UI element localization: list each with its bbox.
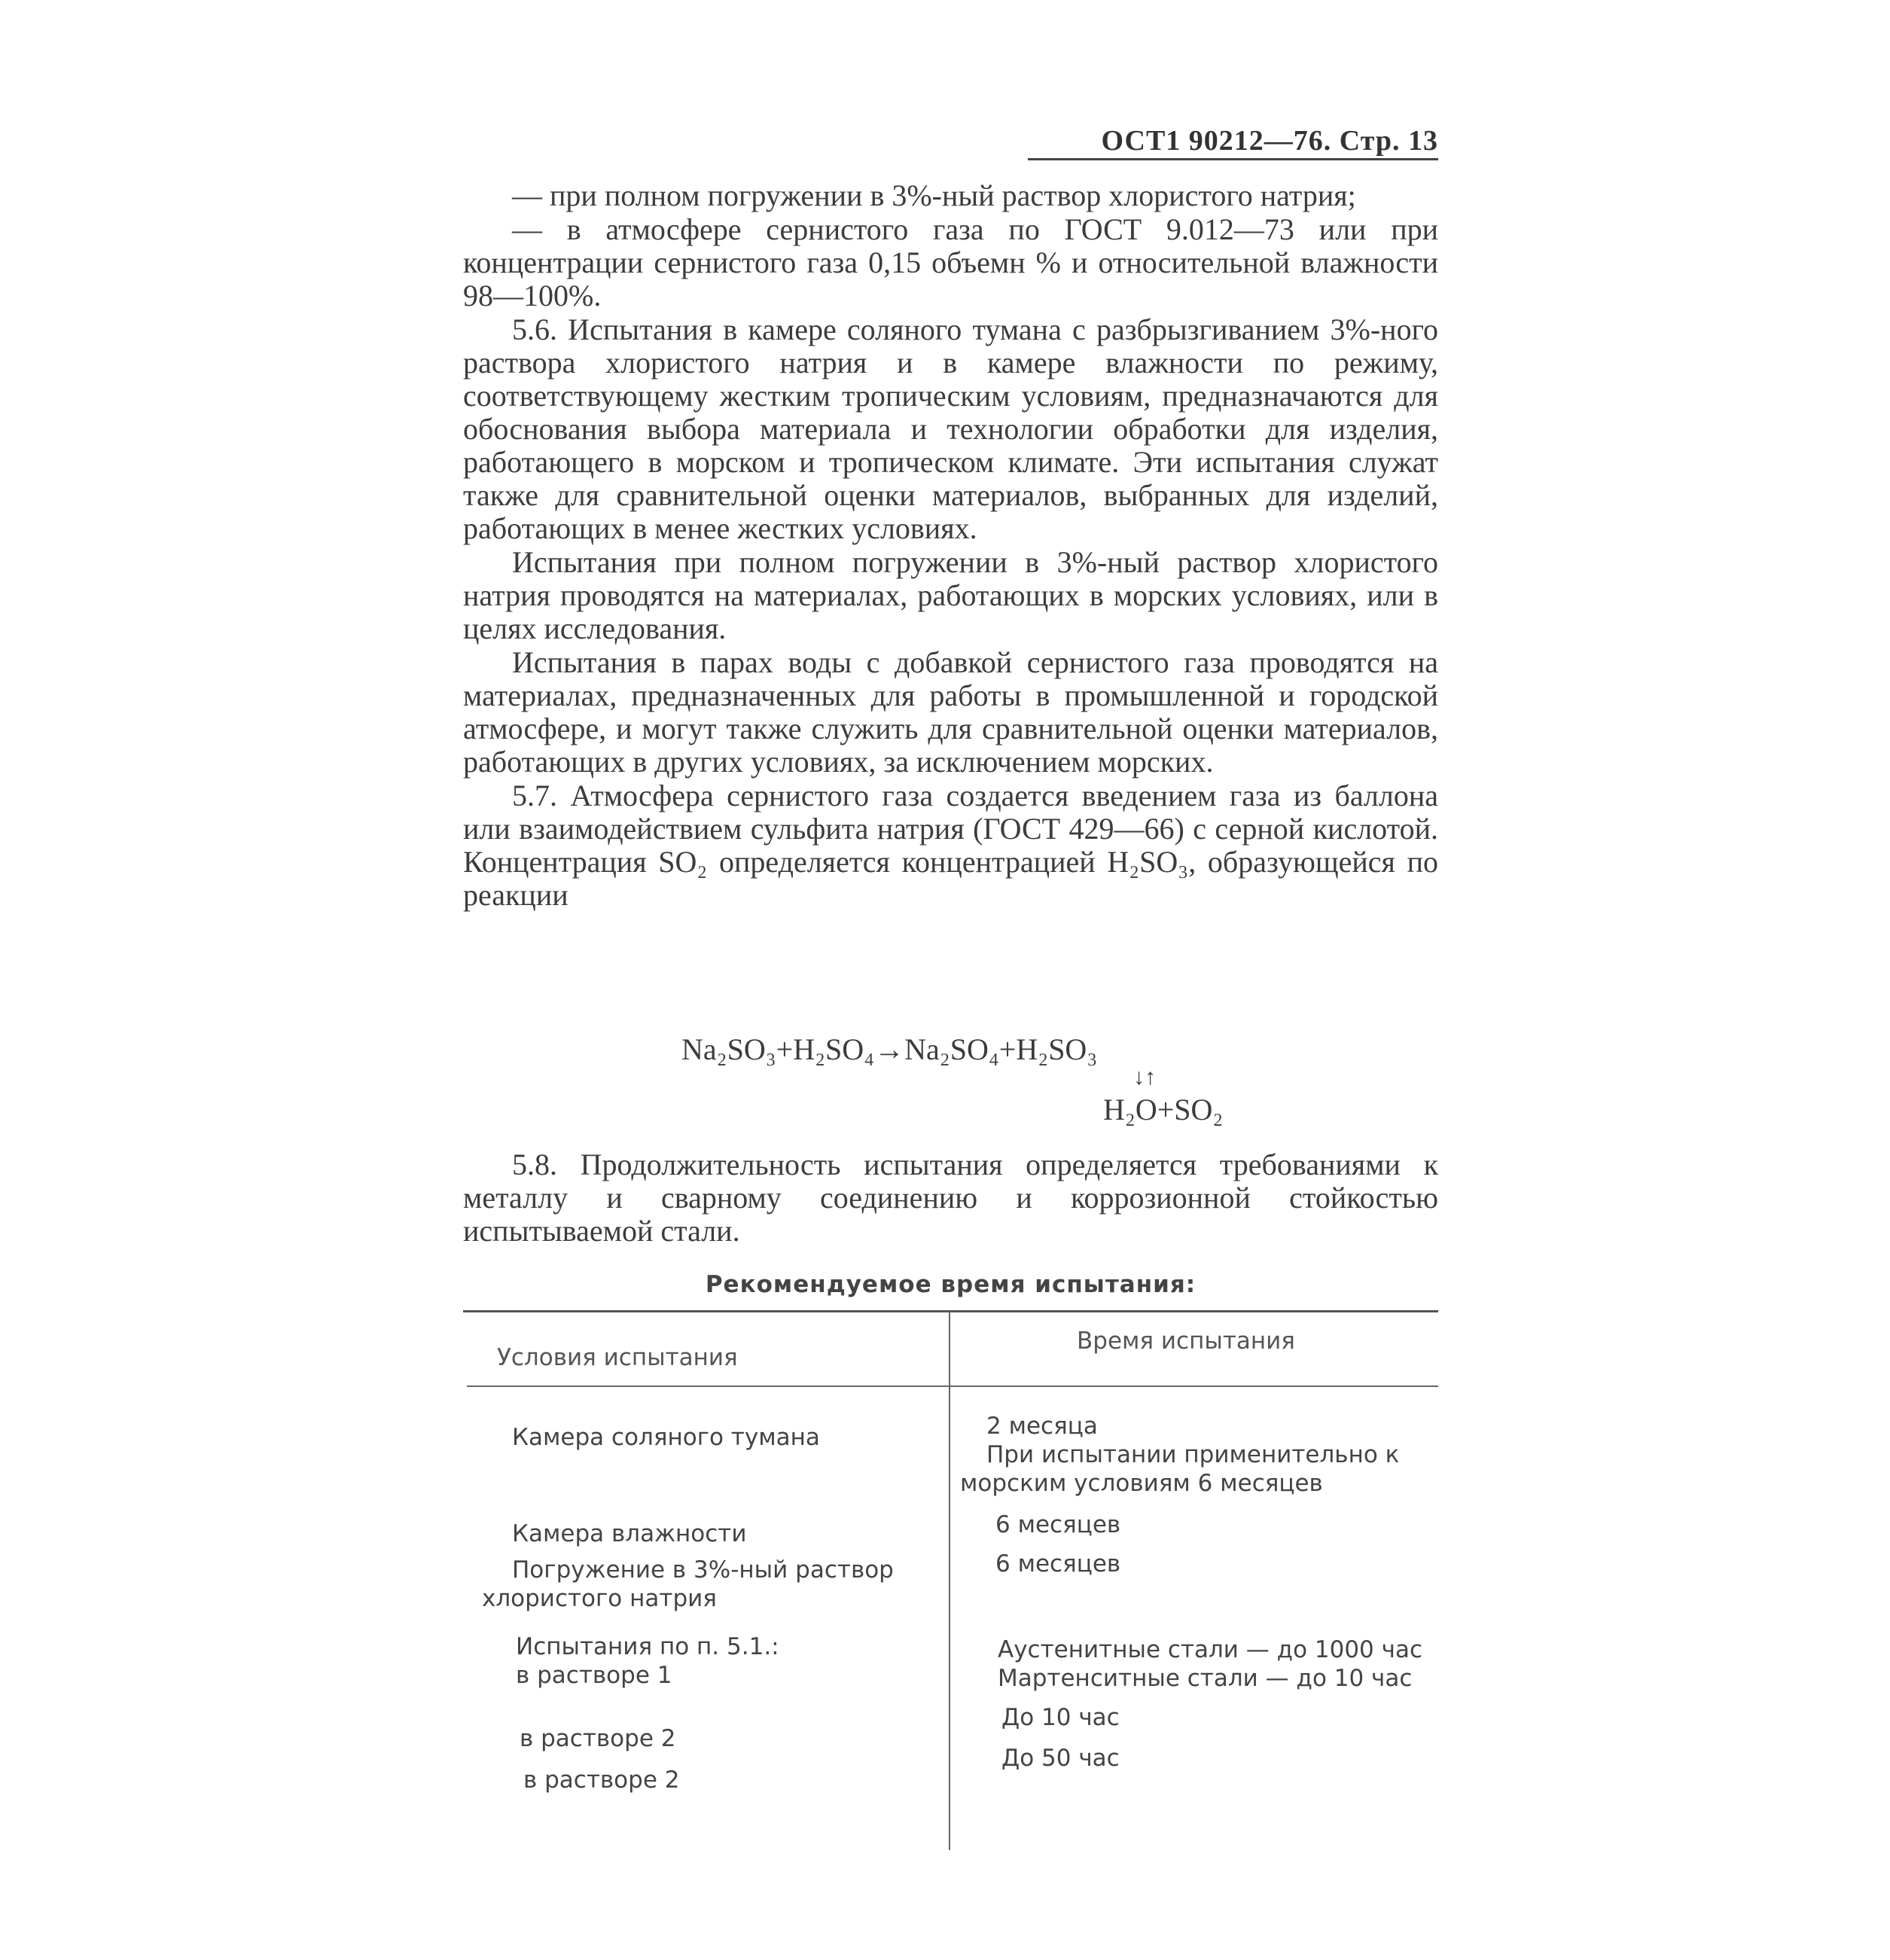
paragraph: — в атмосфере сернистого газа по ГОСТ 9.012—73 или при концентрации сернистого газа 0,15 объемн % и относительной влажности 98—100%. xyxy=(463,212,1438,312)
table-cell-time xyxy=(998,1635,1422,1693)
table-cell-time: До 50 час xyxy=(1001,1745,1120,1772)
equilibrium-arrows: ↓↑ xyxy=(1133,1065,1156,1090)
time-line: При испытании применительно к xyxy=(986,1441,1400,1468)
column-header-time: Время испытания xyxy=(1077,1327,1295,1355)
table-cell-condition: Камера соляного тумана xyxy=(512,1424,820,1451)
header-underline xyxy=(1028,158,1438,160)
paragraph: 5.6. Испытания в камере соляного тумана с разбрызгиванием 3%-ного раствора хлористого натрия и в камере влажности по режиму, соответствующему жестким тропическим условиям, предназначаются для обоснования выбора материала и технологии обработки для изделия, работающего в морском и тропическом климате. Эти испытания служат также для сравнительной оценки материалов, выбранных для изделий, работающих в менее жестких условиях. xyxy=(463,312,1438,545)
body-text xyxy=(463,179,1438,913)
condition-line: хлористого натрия xyxy=(482,1585,717,1612)
table-title: Рекомендуемое время испытания: xyxy=(705,1271,1196,1298)
table-cell-condition xyxy=(516,1632,779,1690)
table-cell-condition xyxy=(482,1556,894,1613)
table-cell-condition: в растворе 2 xyxy=(520,1725,676,1752)
time-line: Мартенситные стали — до 10 час xyxy=(998,1665,1413,1692)
table-column-divider xyxy=(949,1312,950,1850)
table-top-rule xyxy=(463,1310,1438,1312)
time-line: Аустенитные стали — до 1000 час xyxy=(998,1636,1422,1663)
paragraph: — при полном погружении в 3%-ный раствор хлористого натрия; xyxy=(512,178,1356,212)
condition-line: Погружение в 3%-ный раствор xyxy=(512,1556,894,1584)
table-cell-time xyxy=(960,1412,1400,1498)
reaction-line-1: Na₂SO₃+H₂SO₄→Na₂SO₄+H₂SO₃ xyxy=(681,1032,1098,1066)
body-text-58 xyxy=(463,1148,1438,1248)
chemical-reaction xyxy=(681,1032,1254,1145)
reaction-line-2: H₂O+SO₂ xyxy=(1103,1093,1224,1126)
time-line: 2 месяца xyxy=(986,1413,1098,1440)
table-header-rule xyxy=(467,1385,1438,1387)
table-cell-time: 6 месяцев xyxy=(995,1550,1121,1577)
condition-line: в растворе 1 xyxy=(516,1662,672,1689)
table-cell-time: 6 месяцев xyxy=(995,1511,1121,1538)
condition-line: Испытания по п. 5.1.: xyxy=(516,1633,779,1660)
table-cell-condition: в растворе 2 xyxy=(523,1766,680,1794)
table-cell-condition: Камера влажности xyxy=(512,1520,747,1547)
page-header: ОСТ1 90212—76. Стр. 13 xyxy=(1101,125,1438,157)
paragraph: Испытания при полном погружении в 3%-ный раствор хлористого натрия проводятся на материалах, работающих в морских условиях, или в целях исследования. xyxy=(463,545,1438,645)
column-header-conditions: Условия испытания xyxy=(497,1344,738,1371)
time-line: морским условиям 6 месяцев xyxy=(960,1470,1323,1497)
paragraph: 5.7. Атмосфера сернистого газа создается введением газа из баллона или взаимодействием сульфита натрия (ГОСТ 429—66) с серной кислотой. Концентрация SO₂ определяется концентрацией H₂SO₃, образующейся по реакции xyxy=(463,779,1438,912)
paragraph: Испытания в парах воды с добавкой сернистого газа проводятся на материалах, предназначенных для работы в промышленной и городской атмосфере, и могут также служить для сравнительной оценки материалов, работающих в других условиях, за исключением морских. xyxy=(463,645,1438,779)
paragraph: 5.8. Продолжительность испытания определяется требованиями к металлу и сварному соединению и коррозионной стойкостью испытываемой стали. xyxy=(463,1148,1438,1248)
table-cell-time: До 10 час xyxy=(1001,1704,1120,1731)
